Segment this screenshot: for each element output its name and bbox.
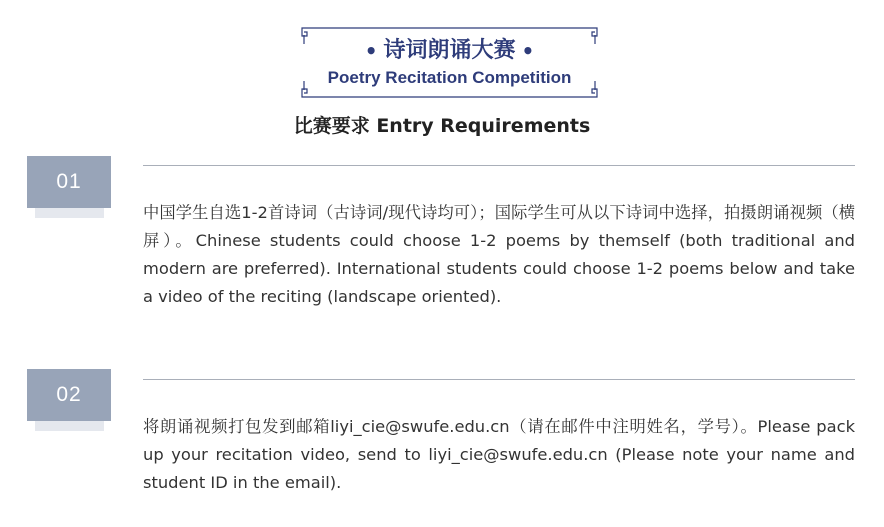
divider-line: [143, 379, 855, 380]
title-chinese-row: [300, 36, 599, 66]
item-number: 01: [27, 156, 111, 208]
item-number-badge: [27, 156, 111, 208]
title-banner: [300, 26, 599, 99]
divider-line: [143, 165, 855, 166]
item-description: 将朗诵视频打包发到邮箱liyi_cie@swufe.edu.cn（请在邮件中注明姓名，学号）。Please pack up your recitation video, send to liyi_cie@swufe.edu.cn (Please note your name and student ID in the email).: [143, 417, 855, 492]
title-english: Poetry Recitation Competition: [327, 68, 572, 87]
item-description: 中国学生自选1-2首诗词（古诗词/现代诗均可）；国际学生可从以下诗词中选择，拍摄朗诵视频（横屏）。Chinese students could choose 1-2 poems by themself (both traditional and modern are preferred). International students could choose 1-2 poems below and take a video of the reciting (landscape oriented).: [143, 203, 855, 306]
section-heading: 比赛要求 Entry Requirements: [293, 115, 591, 137]
item-number-badge: [27, 369, 111, 421]
title-chinese: 诗词朗诵大赛: [383, 38, 516, 63]
item-number: 02: [27, 369, 111, 421]
bullet-left: •: [364, 39, 378, 63]
bullet-right: •: [521, 39, 535, 63]
